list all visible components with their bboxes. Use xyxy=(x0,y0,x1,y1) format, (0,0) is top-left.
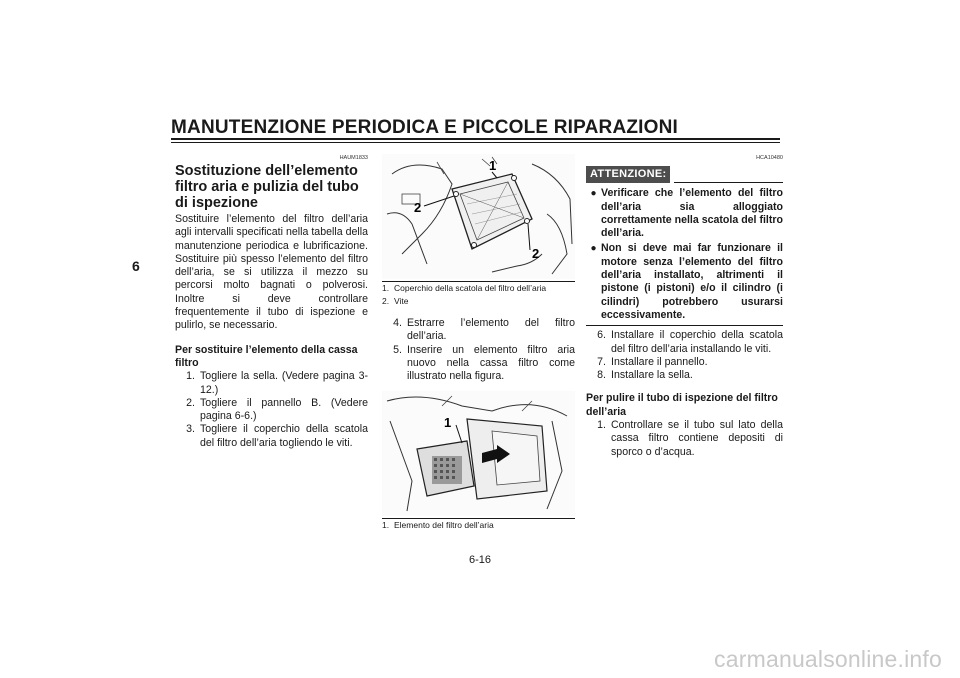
step-item xyxy=(586,356,783,369)
bullet-icon: ● xyxy=(590,188,597,200)
figure-divider xyxy=(382,281,575,282)
step-item xyxy=(586,369,783,382)
figure-airbox-cover xyxy=(382,154,575,279)
attention-line xyxy=(674,182,783,183)
air-filter-element-illustration xyxy=(382,391,575,516)
intro-paragraph: Sostituire l’elemento del filtro dell’aria agli intervalli specificati nella tabella della manutenzione periodica e lubrificazione. Sostituire più spesso l’elemento del filtro dell’aria, se si utilizza il mezzo su percorsi molto bagnati o polverosi. Inoltre si deve controllare frequentemente il tubo di ispezione e pulirlo, se necessario. xyxy=(175,213,368,332)
step-number: 3. xyxy=(186,423,195,436)
figure-caption: 2. Vite xyxy=(382,295,409,306)
figure-caption: 1. Elemento del filtro dell’aria xyxy=(382,520,494,531)
step-number: 4. xyxy=(393,317,402,329)
bullet-text: Verificare che l’elemento del filtro dell’aria sia alloggiato correttamente nella scatola del filtro dell’aria. xyxy=(601,187,783,240)
header-rule-thick xyxy=(171,138,780,140)
filter-mesh-pattern xyxy=(432,456,462,484)
step-text: Installare il pannello. xyxy=(611,355,708,368)
attention-bullet xyxy=(586,242,783,322)
attention-end-rule xyxy=(586,325,783,326)
attention-header xyxy=(586,166,783,183)
section-code: HAUM1833 xyxy=(339,155,368,161)
header-rule-thin xyxy=(171,142,780,143)
step-item xyxy=(382,317,575,344)
caution-code: HCA10480 xyxy=(756,155,783,161)
step-number: 6. xyxy=(597,329,606,342)
figure-air-filter-element xyxy=(382,391,575,516)
figure-callout: 2 xyxy=(532,246,540,261)
step-number: 2. xyxy=(186,396,195,409)
column-1 xyxy=(175,154,368,450)
column-3 xyxy=(586,154,783,459)
column-2 xyxy=(382,154,575,532)
step-text: Inserire un elemento filtro aria nuovo nella cassa filtro come illustrato nella figura. xyxy=(407,343,575,383)
step-text: Togliere il coperchio della scatola del filtro dell’aria togliendo le viti. xyxy=(200,423,368,449)
figure-callout: 1 xyxy=(444,415,452,431)
step-number: 1. xyxy=(186,370,195,383)
bullet-text: Non si deve mai far funzionare il motore senza l’elemento del filtro dell’aria installato, altrimenti il pistone (i pistoni) e/o il cilindro (i cilindri) potrebbero usurarsi eccessivamente. xyxy=(601,242,783,321)
subsection-title: Per sostituire l’elemento della cassa filtro xyxy=(175,343,358,369)
watermark-link[interactable]: carmanualsonline.info xyxy=(714,646,942,672)
step-text: Estrarre l’elemento del filtro dell’aria. xyxy=(407,317,575,343)
page-number: 6-16 xyxy=(468,554,492,566)
figure-callout: 2 xyxy=(414,200,422,215)
figure-callout: 1 xyxy=(489,158,497,173)
subsection-title: Per pulire il tubo di ispezione del filtro dell’aria xyxy=(586,392,778,418)
page-header-title: MANUTENZIONE PERIODICA E PICCOLE RIPARAZIONI xyxy=(171,117,679,138)
figure-divider xyxy=(382,518,575,519)
figure-caption: 1. Coperchio della scatola del filtro dell’aria xyxy=(382,283,547,293)
step-item xyxy=(175,423,368,450)
step-text: Installare il coperchio della scatola del filtro dell’aria installando le viti. xyxy=(611,329,783,355)
step-item xyxy=(175,397,368,424)
step-item xyxy=(382,344,575,384)
step-text: Togliere la sella. (Vedere pagina 3-12.) xyxy=(200,370,368,396)
step-number: 7. xyxy=(597,355,606,368)
step-number: 8. xyxy=(597,369,606,382)
attention-label: ATTENZIONE: xyxy=(586,166,670,183)
step-number: 5. xyxy=(393,343,402,356)
step-text: Installare la sella. xyxy=(611,369,693,382)
step-item xyxy=(586,419,783,459)
chapter-tab: 6 xyxy=(132,258,140,274)
section-title: Sostituzione dell’elemento filtro aria e pulizia del tubo di ispezione xyxy=(175,163,359,211)
step-text: Controllare se il tubo sul lato della cassa filtro contiene depositi di sporco o d’acqua. xyxy=(611,419,783,458)
step-number: 1. xyxy=(597,419,606,432)
bullet-icon: ● xyxy=(590,243,597,255)
step-item xyxy=(175,370,368,397)
step-item xyxy=(586,329,783,356)
airbox-cover-illustration xyxy=(382,154,575,279)
attention-bullet xyxy=(586,187,783,240)
step-text: Togliere il pannello B. (Vedere pagina 6-6.) xyxy=(200,396,368,423)
